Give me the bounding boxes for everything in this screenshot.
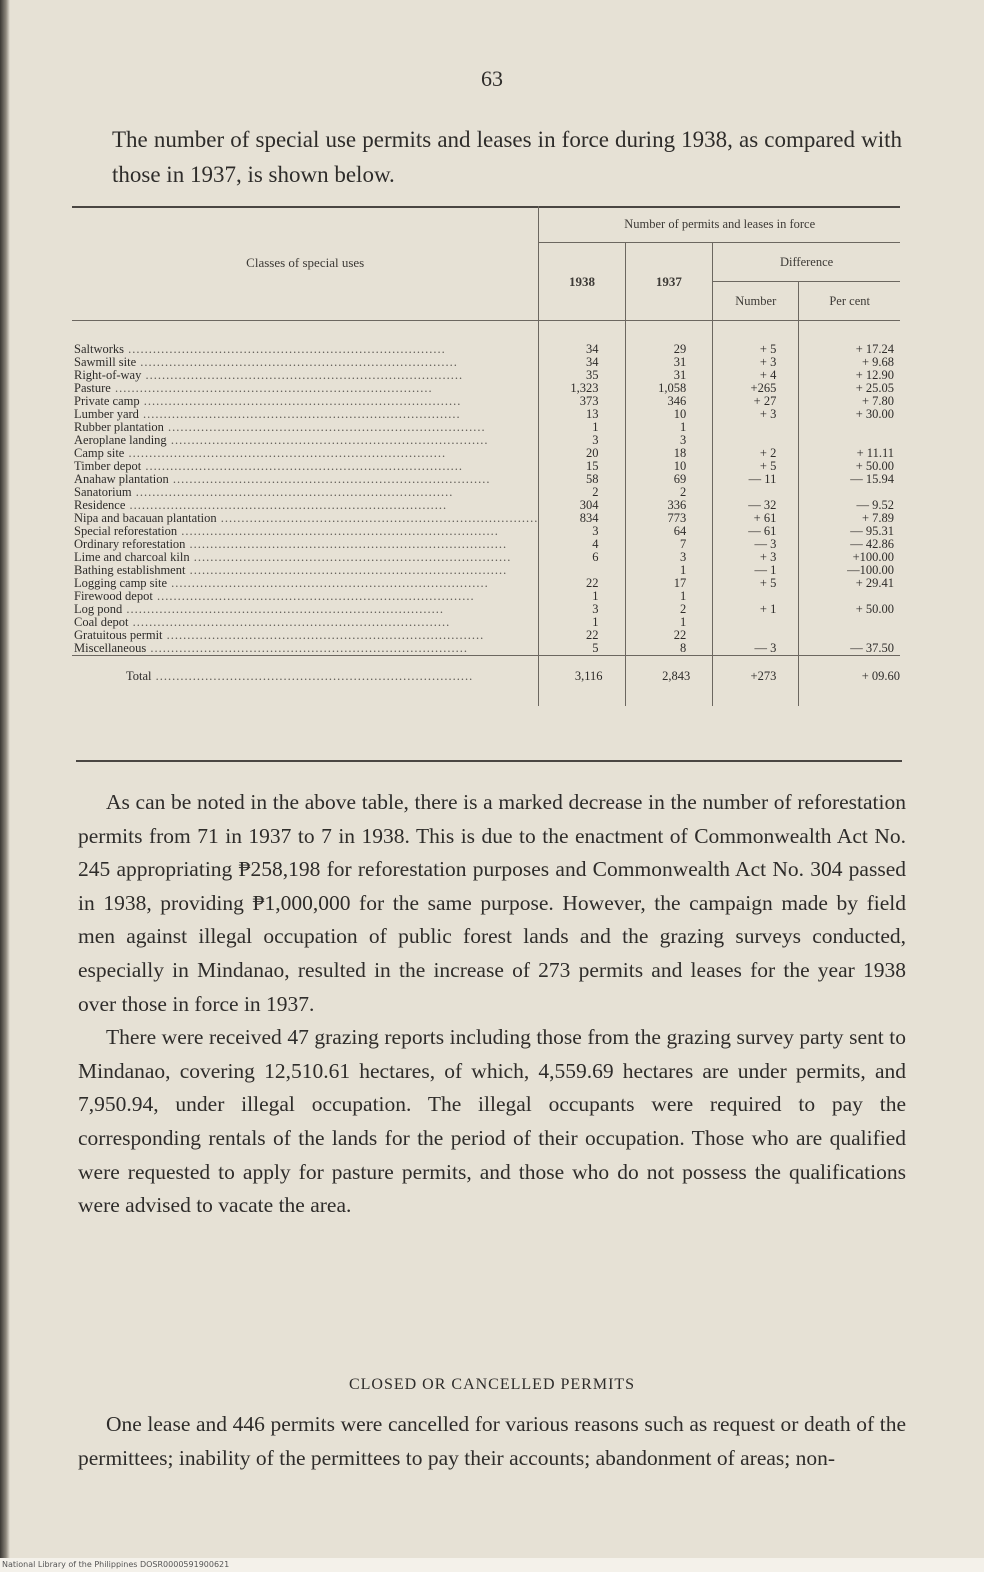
- cell-diff-number: + 61: [713, 512, 799, 525]
- table-row: [72, 642, 900, 656]
- cell-diff-percent: + 7.80: [861, 394, 894, 408]
- table-body: [72, 321, 900, 707]
- table-row: [72, 473, 900, 486]
- cell-diff-number: — 11: [713, 473, 799, 486]
- cell-diff-number: + 2: [713, 447, 799, 460]
- cell-1938: 373: [539, 395, 625, 408]
- cell-1938: 20: [539, 447, 625, 460]
- cell-class: Gratuitous permit .....: [72, 629, 539, 642]
- cell-1937: 69: [625, 473, 713, 486]
- cell-diff-percent: — 95.31: [850, 524, 894, 538]
- cell-diff-percent: —100.00: [847, 563, 894, 577]
- cell-1938: 1: [539, 590, 625, 603]
- cell-1938: 34: [539, 356, 625, 369]
- cell-1938: 3: [539, 525, 625, 538]
- cell-class: Ordinary reforestation .....: [72, 538, 539, 551]
- cell-1938: 1: [539, 421, 625, 434]
- cell-class: Lumber yard .....: [72, 408, 539, 421]
- cell-1938: [539, 564, 625, 577]
- table-row: [72, 321, 900, 357]
- cell-class: Nipa and bacauan plantation .....: [72, 512, 539, 525]
- cell-diff-percent: + 25.05: [855, 381, 894, 395]
- cell-1937: 2: [625, 603, 713, 616]
- cell-1938: 6: [539, 551, 625, 564]
- cell-1937: 1: [625, 590, 713, 603]
- header-difference: Difference: [713, 243, 900, 282]
- cell-diff-percent: [799, 616, 900, 629]
- cell-1937: 3: [625, 551, 713, 564]
- cell-diff-percent: + 9.68: [861, 355, 894, 369]
- cell-class: Bathing establishment .....: [72, 564, 539, 577]
- cell-1938: 834: [539, 512, 625, 525]
- cell-1938: 4: [539, 538, 625, 551]
- cell-diff-number: — 3: [713, 642, 799, 656]
- cell-diff-percent: — 37.50: [850, 641, 894, 655]
- paragraph-reforestation: As can be noted in the above table, there is a marked decrease in the number of reforestation permits from 71 in 1937 to 7 in 1938. This is due to the enactment of Commonwealth Act No. 245 appropriating ₱258,198 for reforestation purposes and Commonwealth Act No. 304 passed in 1938, providing ₱1,000,000 for the same purpose. However, the campaign made by field men against illegal occupation of public forest lands and the grazing surveys conducted, especially in Mindanao, resulted in the increase of 273 permits and leases for the year 1938 over those in force in 1937.: [78, 790, 906, 1016]
- cell-1937: 1: [625, 564, 713, 577]
- cell-1938: 3: [539, 434, 625, 447]
- cell-diff-number: +273: [713, 656, 799, 707]
- cell-1937: 29: [625, 321, 713, 357]
- cell-class: Log pond .....: [72, 603, 539, 616]
- cell-diff-number: + 5: [713, 460, 799, 473]
- permits-table: [72, 206, 900, 706]
- cell-class: Camp site .....: [72, 447, 539, 460]
- cell-diff-number: [713, 434, 799, 447]
- cell-diff-percent: + 30.00: [855, 407, 894, 421]
- cell-diff-percent: + 11.11: [856, 446, 894, 460]
- book-spine-shadow: [0, 0, 10, 1572]
- cell-class: Aeroplane landing .....: [72, 434, 539, 447]
- table-bottom-rule: [76, 760, 902, 762]
- cell-1937: 3: [625, 434, 713, 447]
- intro-text: The number of special use permits and leases in force during 1938, as compared with those in 1937, is shown below.: [112, 127, 902, 187]
- cell-class: Coal depot .....: [72, 616, 539, 629]
- cell-diff-number: + 27: [713, 395, 799, 408]
- cell-class: Special reforestation .....: [72, 525, 539, 538]
- cell-diff-number: + 1: [713, 603, 799, 616]
- cell-diff-percent: — 15.94: [850, 472, 894, 486]
- paragraph-cancelled: [78, 1408, 906, 1475]
- cell-diff-percent: + 09.60: [799, 656, 900, 707]
- cell-class: Saltworks .....: [72, 321, 539, 357]
- cell-diff-percent: + 12.90: [855, 368, 894, 382]
- intro-paragraph: [112, 122, 902, 192]
- header-1938: 1938: [539, 243, 625, 321]
- cell-1937: 22: [625, 629, 713, 642]
- cell-1937: 1: [625, 616, 713, 629]
- body-paragraphs: [78, 786, 906, 1223]
- cell-1938: 2: [539, 486, 625, 499]
- cell-1937: 7: [625, 538, 713, 551]
- table-row: [72, 577, 900, 590]
- cell-class: Sawmill site .....: [72, 356, 539, 369]
- cell-class: Miscellaneous .....: [72, 642, 539, 656]
- cell-class: Logging camp site .....: [72, 577, 539, 590]
- cell-1937: 2: [625, 486, 713, 499]
- cell-1938: 3: [539, 603, 625, 616]
- cell-diff-number: — 32: [713, 499, 799, 512]
- cell-diff-number: [713, 616, 799, 629]
- cell-1937: 1: [625, 421, 713, 434]
- cell-1938: 15: [539, 460, 625, 473]
- cell-diff-percent: + 29.41: [855, 576, 894, 590]
- cell-1937: 346: [625, 395, 713, 408]
- header-percent: Per cent: [799, 282, 900, 321]
- header-group: Number of permits and leases in force: [539, 206, 900, 243]
- cell-1937: 10: [625, 460, 713, 473]
- cell-diff-percent: + 50.00: [855, 602, 894, 616]
- cell-1938: 5: [539, 642, 625, 656]
- section-heading: CLOSED OR CANCELLED PERMITS: [348, 1376, 636, 1393]
- cell-class: Firewood depot .....: [72, 590, 539, 603]
- cell-1938: 1: [539, 616, 625, 629]
- page-number: 63: [481, 66, 503, 91]
- cell-1938: 34: [539, 321, 625, 357]
- cell-1938: 3,116: [539, 656, 625, 707]
- cell-class: Pasture .....: [72, 382, 539, 395]
- cell-diff-percent: + 7.89: [861, 511, 894, 525]
- paragraph-cancelled-text: One lease and 446 permits were cancelled for various reasons such as request or death of the permittees; inability of the permittees to pay their accounts; abandonment of areas; non-: [78, 1412, 906, 1470]
- cell-1938: 58: [539, 473, 625, 486]
- cell-1937: 18: [625, 447, 713, 460]
- permits-table-container: [72, 206, 900, 706]
- table-row: [72, 603, 900, 616]
- cell-1937: 336: [625, 499, 713, 512]
- cell-class: Lime and charcoal kiln .....: [72, 551, 539, 564]
- cell-diff-number: + 3: [713, 356, 799, 369]
- cell-diff-number: + 5: [713, 577, 799, 590]
- cell-diff-number: — 1: [713, 564, 799, 577]
- paragraph-grazing: There were received 47 grazing reports including those from the grazing survey party sent to Mindanao, covering 12,510.61 hectares, of which, 4,559.69 hectares are under permits, and 7,950.94, under illegal occupation. The illegal occupants were required to pay the corresponding rentals of the lands for the period of their occupation. Those who are qualified were requested to apply for pasture permits, and those who do not possess the qualifications were advised to vacate the area.: [78, 1025, 906, 1218]
- cell-class: Anahaw plantation .....: [72, 473, 539, 486]
- cell-1937: 31: [625, 356, 713, 369]
- cell-diff-number: +265: [713, 382, 799, 395]
- cell-diff-percent: +100.00: [852, 550, 894, 564]
- cell-1938: 304: [539, 499, 625, 512]
- cell-class: Sanatorium .....: [72, 486, 539, 499]
- table-row: [72, 421, 900, 434]
- cell-diff-percent: [799, 421, 900, 434]
- cell-diff-number: + 5: [713, 321, 799, 357]
- cell-diff-percent: + 50.00: [855, 459, 894, 473]
- cell-diff-number: [713, 590, 799, 603]
- cell-diff-percent: — 9.52: [856, 498, 894, 512]
- cell-1937: 64: [625, 525, 713, 538]
- cell-1937: 17: [625, 577, 713, 590]
- cell-1938: 35: [539, 369, 625, 382]
- cell-diff-number: + 3: [713, 551, 799, 564]
- cell-diff-number: [713, 421, 799, 434]
- cell-1937: 1,058: [625, 382, 713, 395]
- cell-1937: 773: [625, 512, 713, 525]
- cell-class: Rubber plantation .....: [72, 421, 539, 434]
- cell-diff-percent: — 42.86: [850, 537, 894, 551]
- scan-footer: National Library of the Philippines DOSR0000591900621: [0, 1558, 984, 1572]
- table-total-row: [72, 656, 900, 707]
- cell-diff-number: + 3: [713, 408, 799, 421]
- cell-1937: 8: [625, 642, 713, 656]
- cell-class: Residence .....: [72, 499, 539, 512]
- cell-1937: 31: [625, 369, 713, 382]
- header-1937: 1937: [625, 243, 713, 321]
- cell-1938: 22: [539, 629, 625, 642]
- cell-1937: 10: [625, 408, 713, 421]
- header-number: Number: [713, 282, 799, 321]
- cell-diff-number: + 4: [713, 369, 799, 382]
- cell-diff-number: — 61: [713, 525, 799, 538]
- cell-diff-percent: + 17.24: [855, 342, 894, 356]
- cell-class: Timber depot .....: [72, 460, 539, 473]
- cell-1938: 22: [539, 577, 625, 590]
- cell-1938: 13: [539, 408, 625, 421]
- cell-1938: 1,323: [539, 382, 625, 395]
- cell-class: Total .....: [72, 656, 539, 707]
- cell-class: Right-of-way .....: [72, 369, 539, 382]
- cell-class: Private camp .....: [72, 395, 539, 408]
- table-row: [72, 408, 900, 421]
- cell-diff-number: — 3: [713, 538, 799, 551]
- cell-1937: 2,843: [625, 656, 713, 707]
- table-row: [72, 616, 900, 629]
- header-classes: Classes of special uses: [72, 206, 539, 321]
